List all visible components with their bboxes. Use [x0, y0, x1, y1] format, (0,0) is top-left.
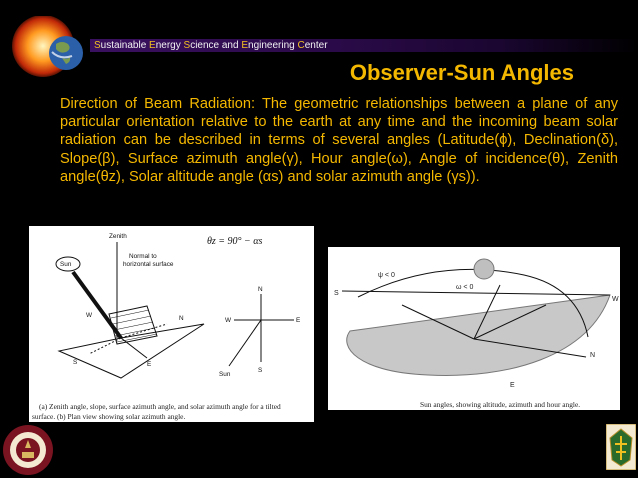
zenith-slope-azimuth-figure [29, 226, 314, 422]
banner-word: nergy [155, 40, 184, 51]
banner-word: ngineering [248, 40, 298, 51]
sun-label: Sun [60, 261, 72, 268]
south-mark: S [73, 359, 78, 366]
banner-letter: E [241, 40, 249, 51]
normal-label-2: horizontal surface [123, 261, 174, 268]
tilted-surface [109, 306, 157, 344]
compass-n: N [258, 286, 263, 293]
west-mark: W [86, 312, 93, 319]
compass-sun: Sun [219, 371, 231, 378]
slide-title: Observer-Sun Angles [349, 60, 574, 85]
normal-label-1: Normal to [129, 253, 157, 260]
omega-label: ω < 0 [456, 284, 474, 291]
banner-letter: C [297, 40, 305, 51]
sun-ray [73, 272, 121, 338]
university-crest-icon [606, 424, 636, 470]
figure-left-caption-1: (a) Zenith angle, slope, surface azimuth angle, and solar azimuth angle for a tilted [39, 402, 281, 411]
banner-word: cience and [190, 40, 242, 51]
north-label: N [590, 352, 596, 359]
west-label: W [612, 296, 619, 303]
sun-angles-diagram [328, 247, 620, 410]
zenith-angle-diagram [29, 226, 314, 422]
compass-s: S [258, 367, 263, 374]
banner-letter: S [94, 40, 101, 51]
figure-left-caption-2: surface. (b) Plan view showing solar azimuth angle. [32, 412, 186, 421]
s-w-line [342, 291, 610, 295]
zenith-label: Zenith [109, 233, 127, 240]
banner-text [94, 39, 328, 52]
compass-w: W [225, 317, 232, 324]
banner-letter: S [183, 40, 191, 51]
banner-letter: E [149, 40, 156, 51]
plan-sun-ray [229, 320, 261, 366]
sun-icon [474, 259, 494, 279]
sesec-banner [90, 39, 638, 52]
sun-angles-figure [328, 247, 620, 410]
fsu-seal-icon [2, 424, 54, 476]
east-mark: E [147, 361, 152, 368]
south-label: S [334, 290, 339, 297]
compass-e: E [296, 317, 301, 324]
banner-word: enter [304, 40, 328, 51]
horizon-plane [347, 295, 610, 375]
zenith-formula: θz = 90° − αs [207, 236, 263, 247]
banner-word: ustainable [100, 40, 150, 51]
figure-right-caption: Sun angles, showing altitude, azimuth and hour angle. [420, 400, 581, 409]
horizontal-plane [59, 324, 204, 378]
north-mark: N [179, 315, 184, 322]
slide-body-text: Direction of Beam Radiation: The geometric relationships between a plane of any particular orientation relative to the earth at any time and the incoming beam solar radiation can be described in terms of several angles (Latitude(ϕ), Declination(δ), Slope(β), Surface azimuth angle(γ), Hour angle(ω), Angle of incidence(θ), Zenith angle(θz), Solar altitude angle (αs) and solar azimuth angle (γs)). [60, 96, 618, 185]
east-label: E [510, 382, 515, 389]
psi-label: ψ < 0 [378, 272, 395, 279]
